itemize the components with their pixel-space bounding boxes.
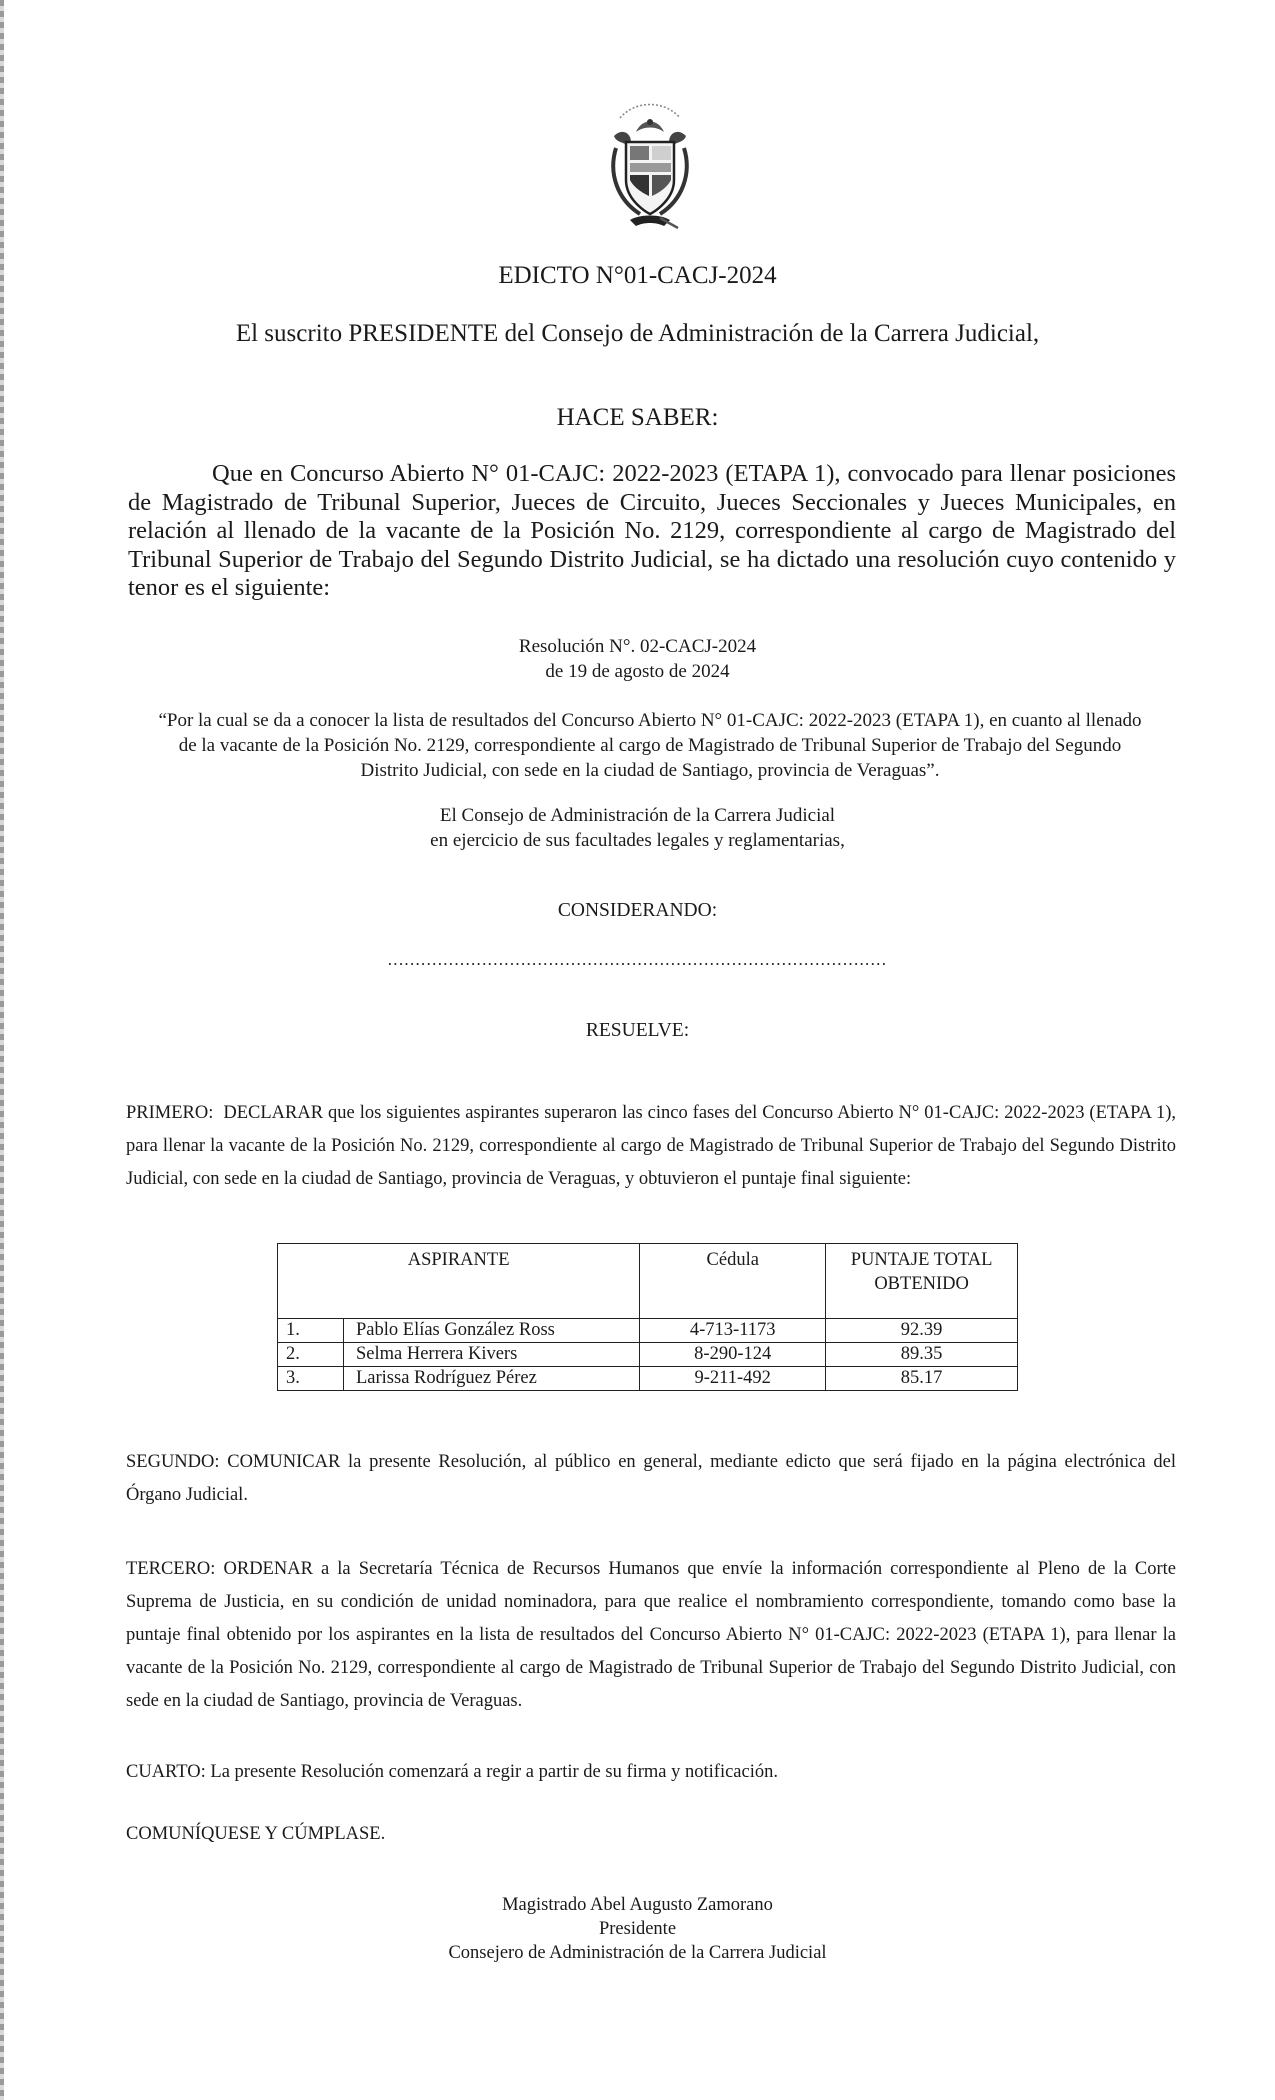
consejo-line-1: El Consejo de Administración de la Carrera Judicial <box>439 805 836 826</box>
primero-verb: DECLARAR <box>223 1103 324 1123</box>
resolucion-heading <box>0 634 1275 684</box>
primero-text: que los siguientes aspirantes superaron las cinco fases del Concurso Abierto N° 01-CAJC: 2022-2023 (ETAPA 1), para llenar la vacante de la Posición No. 2129, correspondiente al cargo de Magistrado de Tribunal Superior de Trabajo del Segundo Distrito Judicial, con sede en la ciudad de Santiago, provincia de Veraguas, y obtuvieron el puntaje final siguiente: <box>126 1103 1177 1189</box>
row-aspirante: Pablo Elías González Ross <box>344 1319 640 1343</box>
signature-block <box>0 1893 1275 1965</box>
suscrito-line: El suscrito PRESIDENTE del Consejo de Administración de la Carrera Judicial, <box>235 320 1040 347</box>
cuarto-label: CUARTO: <box>126 1762 206 1782</box>
segundo-text: la presente Resolución, al público en general, mediante edicto que será fijado en la página electrónica del Órgano Judicial. <box>126 1452 1176 1505</box>
intro-text: Que en Concurso Abierto N° 01-CAJC: 2022-2023 (ETAPA 1), convocado para llenar posiciones de Magistrado de Tribunal Superior, Jueces de Circuito, Jueces Seccionales y Jueces Municipales, en relación al llenado de la vacante de la Posición No. 2129, correspondiente al cargo de Magistrado del Tribunal Superior de Trabajo del Segundo Distrito Judicial, se ha dictado una resolución cuyo contenido y tenor es el siguiente: <box>128 460 1176 601</box>
resolucion-date: de 19 de agosto de 2024 <box>545 661 730 682</box>
header-cedula-label: Cédula <box>706 1250 759 1270</box>
tercero-label: TERCERO: <box>126 1559 216 1579</box>
header-puntaje-line2: OBTENIDO <box>874 1274 969 1294</box>
table-row <box>278 1367 1018 1391</box>
intro-paragraph <box>128 460 1176 603</box>
row-number: 2. <box>278 1343 344 1367</box>
row-aspirante: Larissa Rodríguez Pérez <box>344 1367 640 1391</box>
results-table <box>277 1243 1018 1391</box>
panama-coat-of-arms-icon <box>600 96 700 231</box>
signature-role: Presidente <box>598 1919 677 1939</box>
consejo-preamble <box>0 803 1275 853</box>
row-number: 1. <box>278 1319 344 1343</box>
segundo-verb: COMUNICAR <box>227 1452 341 1472</box>
row-puntaje: 85.17 <box>826 1367 1018 1391</box>
consejo-line-2: en ejercicio de sus facultades legales y reglamentarias, <box>430 830 845 851</box>
edicto-title: EDICTO N°01-CACJ-2024 <box>498 262 777 289</box>
row-cedula: 4-713-1173 <box>640 1319 826 1343</box>
row-puntaje: 89.35 <box>826 1343 1018 1367</box>
signature-name: Magistrado Abel Augusto Zamorano <box>502 1895 773 1915</box>
header-puntaje-line1: PUNTAJE TOTAL <box>850 1250 993 1270</box>
signature-org: Consejero de Administración de la Carrera Judicial <box>448 1943 827 1963</box>
cuarto-paragraph <box>126 1756 1176 1789</box>
header-puntaje <box>826 1244 1018 1319</box>
segundo-paragraph <box>126 1446 1176 1512</box>
tercero-paragraph <box>126 1553 1176 1718</box>
table-row <box>278 1343 1018 1367</box>
table-row <box>278 1319 1018 1343</box>
comuniquese-line: COMUNÍQUESE Y CÚMPLASE. <box>126 1824 386 1844</box>
hace-saber-heading: HACE SABER: <box>556 404 719 431</box>
row-cedula: 8-290-124 <box>640 1343 826 1367</box>
table-header-row <box>278 1244 1018 1319</box>
header-aspirante-label: ASPIRANTE <box>407 1250 510 1270</box>
primero-paragraph <box>126 1097 1176 1196</box>
row-cedula: 9-211-492 <box>640 1367 826 1391</box>
row-puntaje: 92.39 <box>826 1319 1018 1343</box>
header-cedula <box>640 1244 826 1319</box>
tercero-text: a la Secretaría Técnica de Recursos Humanos que envíe la información correspondiente al Pleno de la Corte Suprema de Justicia, en su condición de unidad nominadora, para que realice el nombramiento correspondiente, tomando como base la puntaje final obtenido por los aspirantes en la lista de resultados del Concurso Abierto N° 01-CAJC: 2022-2023 (ETAPA 1), para llenar la vacante de la Posición No. 2129, correspondiente al cargo de Magistrado de Tribunal Superior de Trabajo del Segundo Distrito Judicial, con sede en la ciudad de Santiago, provincia de Veraguas. <box>126 1559 1177 1711</box>
row-number: 3. <box>278 1367 344 1391</box>
considerando-heading: CONSIDERANDO: <box>557 900 718 921</box>
cuarto-text: La presente Resolución comenzará a regir a partir de su firma y notificación. <box>210 1762 778 1782</box>
tercero-verb: ORDENAR <box>223 1559 313 1579</box>
header-aspirante <box>278 1244 640 1319</box>
resolucion-number: Resolución N°. 02-CACJ-2024 <box>518 636 757 657</box>
ellipsis-line: .......................................................................................... <box>387 950 888 969</box>
segundo-label: SEGUNDO: <box>126 1452 220 1472</box>
row-aspirante: Selma Herrera Kivers <box>344 1343 640 1367</box>
primero-label: PRIMERO: <box>126 1103 214 1123</box>
resuelve-heading: RESUELVE: <box>585 1020 690 1041</box>
resolucion-subject: “Por la cual se da a conocer la lista de resultados del Concurso Abierto N° 01-CAJC: 2022-2023 (ETAPA 1), en cuanto al llenado de la vacante de la Posición No. 2129, correspondiente al cargo de Magistrado de Tribunal Superior de Trabajo del Segundo Distrito Judicial, con sede en la ciudad de Santiago, provincia de Veraguas”. <box>158 710 1142 781</box>
